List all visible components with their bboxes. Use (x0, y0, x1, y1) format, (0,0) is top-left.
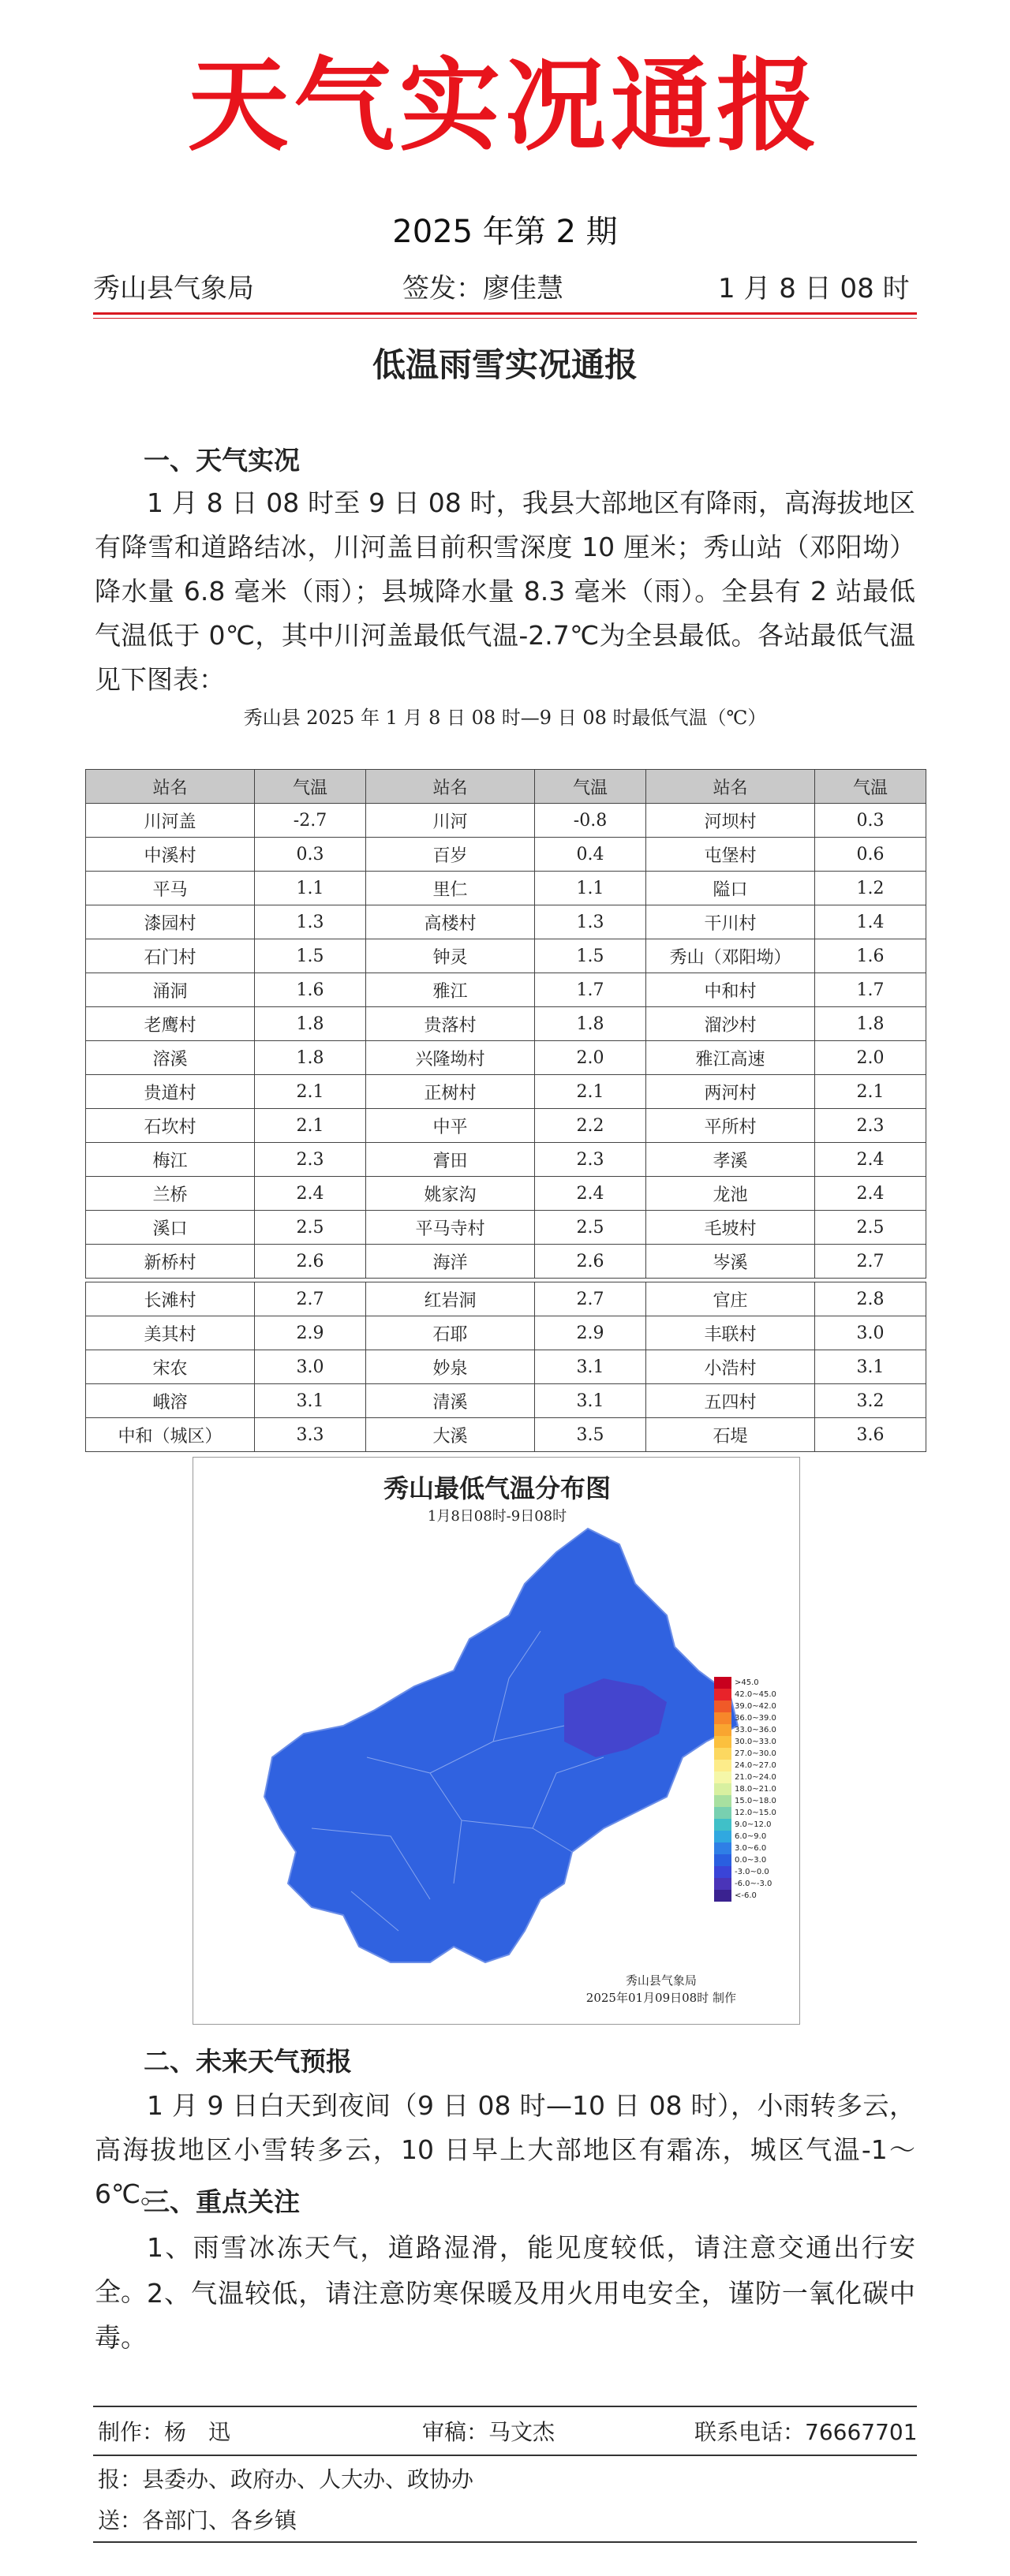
temperature-cell: 1.6 (255, 973, 366, 1007)
station-name-cell: 贵落村 (366, 1007, 535, 1041)
report-to: 报：县委办、政府办、人大办、政协办 (98, 2466, 474, 2492)
temperature-cell: 3.0 (255, 1350, 366, 1384)
legend-item (714, 1771, 776, 1783)
footer-rule-mid (93, 2455, 917, 2456)
temperature-cell: 2.7 (255, 1282, 366, 1316)
legend-label: 15.0~18.0 (735, 1797, 776, 1805)
issuing-org: 秀山县气象局 (93, 273, 254, 304)
legend-swatch (714, 1771, 731, 1783)
temperature-cell: 1.5 (255, 939, 366, 973)
temperature-cell: 0.4 (535, 838, 646, 872)
legend-swatch (714, 1866, 731, 1878)
contact-phone: 联系电话：76667701 (694, 2419, 918, 2445)
temperature-cell: 1.5 (535, 939, 646, 973)
legend-label: 0.0~3.0 (735, 1856, 767, 1865)
table-row (86, 1418, 926, 1452)
legend-item (714, 1842, 776, 1854)
legend-swatch (714, 1831, 731, 1842)
station-name-cell: 峨溶 (86, 1384, 255, 1418)
temperature-cell: 2.8 (815, 1282, 926, 1316)
temperature-cell: 1.1 (535, 872, 646, 905)
table-row (86, 1007, 926, 1041)
legend-swatch (714, 1724, 731, 1736)
legend-label: <-6.0 (735, 1891, 757, 1900)
legend-item (714, 1831, 776, 1842)
issue-date: 1 月 8 日 08 时 (718, 273, 910, 304)
header-station: 站名 (646, 770, 815, 804)
legend-label: >45.0 (735, 1678, 759, 1687)
table-row (86, 1384, 926, 1418)
masthead-rule (93, 312, 917, 315)
station-name-cell: 百岁 (366, 838, 535, 872)
county-map-graphic (193, 1458, 801, 2025)
temperature-cell: 2.2 (535, 1109, 646, 1143)
temperature-cell: 2.6 (255, 1245, 366, 1279)
table-row (86, 1143, 926, 1177)
signer: 签发：廖佳慧 (402, 273, 563, 304)
legend-swatch (714, 1890, 731, 1902)
station-name-cell: 溪口 (86, 1211, 255, 1245)
station-name-cell: 钟灵 (366, 939, 535, 973)
legend-item (714, 1736, 776, 1748)
station-name-cell: 里仁 (366, 872, 535, 905)
temperature-cell: 2.0 (815, 1041, 926, 1075)
temperature-cell: 1.8 (255, 1041, 366, 1075)
station-name-cell: 老鹰村 (86, 1007, 255, 1041)
station-name-cell: 溜沙村 (646, 1007, 815, 1041)
station-name-cell: 美其村 (86, 1316, 255, 1350)
station-name-cell: 雅江 (366, 973, 535, 1007)
station-name-cell: 妙泉 (366, 1350, 535, 1384)
station-name-cell: 长滩村 (86, 1282, 255, 1316)
station-name-cell: 中溪村 (86, 838, 255, 872)
station-name-cell: 正树村 (366, 1075, 535, 1109)
temperature-cell: 1.6 (815, 939, 926, 973)
station-name-cell: 兰桥 (86, 1177, 255, 1211)
table-row (86, 1245, 926, 1279)
legend-swatch (714, 1819, 731, 1831)
station-name-cell: 雅江高速 (646, 1041, 815, 1075)
temperature-cell: 2.4 (815, 1177, 926, 1211)
temperature-cell: 2.1 (535, 1075, 646, 1109)
temperature-cell: 1.3 (535, 905, 646, 939)
table-row (86, 1211, 926, 1245)
temperature-cell: 1.8 (815, 1007, 926, 1041)
legend-item (714, 1807, 776, 1819)
legend-item (714, 1878, 776, 1890)
station-name-cell: 兴隆坳村 (366, 1041, 535, 1075)
min-temp-table (85, 769, 926, 1279)
temperature-cell: 2.0 (535, 1041, 646, 1075)
temperature-cell: 1.7 (815, 973, 926, 1007)
station-name-cell: 平马 (86, 872, 255, 905)
author: 制作：杨 迅 (98, 2419, 231, 2445)
temperature-cell: 1.8 (535, 1007, 646, 1041)
station-name-cell: 两河村 (646, 1075, 815, 1109)
legend-item (714, 1701, 776, 1712)
station-name-cell: 宋农 (86, 1350, 255, 1384)
temperature-cell: 2.9 (255, 1316, 366, 1350)
temperature-cell: 3.0 (815, 1316, 926, 1350)
header-temp: 气温 (535, 770, 646, 804)
legend-swatch (714, 1783, 731, 1795)
table-row (86, 838, 926, 872)
table-row (86, 939, 926, 973)
section-heading-conditions: 一、天气实况 (144, 445, 300, 476)
conditions-paragraph: 1 月 8 日 08 时至 9 日 08 时，我县大部地区有降雨，高海拔地区有降雪和道路结冰，川河盖目前积雪深度 10 厘米；秀山站（邓阳坳）降水量 6.8 毫米（雨）；县城降水量 8.3 毫米（雨）。全县有 2 站最低气温低于 0℃，其中川河盖最低气温-2.7℃为全县最低。各站最低气温见下图表： (95, 487, 915, 695)
legend-item (714, 1795, 776, 1807)
temperature-cell: 1.1 (255, 872, 366, 905)
station-name-cell: 梅江 (86, 1143, 255, 1177)
masthead-title: 天气实况通报 (187, 47, 822, 165)
station-name-cell: 石坎村 (86, 1109, 255, 1143)
legend-item (714, 1890, 776, 1902)
legend-label: -3.0~0.0 (735, 1868, 769, 1876)
section-heading-focus: 三、重点关注 (144, 2186, 300, 2217)
legend-swatch (714, 1712, 731, 1724)
temperature-cell: 2.1 (255, 1109, 366, 1143)
station-name-cell: 平马寺村 (366, 1211, 535, 1245)
temperature-distribution-map (193, 1457, 800, 2025)
table-caption: 秀山县 2025 年 1 月 8 日 08 时—9 日 08 时最低气温（℃） (243, 707, 767, 729)
temperature-cell: 1.3 (255, 905, 366, 939)
temperature-cell: 2.1 (255, 1075, 366, 1109)
table-row (86, 1282, 926, 1316)
legend-label: 21.0~24.0 (735, 1773, 776, 1782)
station-name-cell: 中和（城区） (86, 1418, 255, 1452)
legend-label: 6.0~9.0 (735, 1832, 767, 1841)
temperature-cell: -0.8 (535, 804, 646, 838)
legend-swatch (714, 1878, 731, 1890)
legend-swatch (714, 1736, 731, 1748)
table-row (86, 973, 926, 1007)
header-station: 站名 (86, 770, 255, 804)
temperature-cell: 1.7 (535, 973, 646, 1007)
temperature-cell: 3.2 (815, 1384, 926, 1418)
station-name-cell: 海洋 (366, 1245, 535, 1279)
table-row (86, 905, 926, 939)
legend-item (714, 1854, 776, 1866)
header-temp: 气温 (815, 770, 926, 804)
legend-label: 27.0~30.0 (735, 1749, 776, 1758)
legend-swatch (714, 1795, 731, 1807)
legend-item (714, 1689, 776, 1701)
station-name-cell: 毛坡村 (646, 1211, 815, 1245)
station-name-cell: 平所村 (646, 1109, 815, 1143)
legend-item (714, 1677, 776, 1689)
table-header-row (86, 770, 926, 804)
table-row (86, 1109, 926, 1143)
map-credit-date: 2025年01月09日08时 制作 (585, 1991, 736, 2005)
temperature-cell: 2.7 (535, 1282, 646, 1316)
table-row (86, 1075, 926, 1109)
table-row (86, 872, 926, 905)
legend-item (714, 1748, 776, 1760)
temperature-cell: 3.5 (535, 1418, 646, 1452)
legend-item (714, 1760, 776, 1771)
legend-label: 9.0~12.0 (735, 1820, 772, 1829)
temperature-cell: 0.3 (255, 838, 366, 872)
map-subtitle: 1月8日08时-9日08时 (427, 1508, 567, 1525)
legend-item (714, 1866, 776, 1878)
temperature-cell: 0.3 (815, 804, 926, 838)
legend-label: 42.0~45.0 (735, 1690, 776, 1699)
legend-swatch (714, 1807, 731, 1819)
focus-item-1: 1、雨雪冰冻天气，道路湿滑，能见度较低，请注意交通出行安全。 (95, 2232, 915, 2307)
footer-rule-bottom (93, 2541, 917, 2543)
temperature-cell: 2.3 (255, 1143, 366, 1177)
map-credit (586, 1972, 736, 2007)
legend-label: 3.0~6.0 (735, 1844, 767, 1853)
station-name-cell: 红岩洞 (366, 1282, 535, 1316)
temperature-cell: 2.4 (535, 1177, 646, 1211)
temperature-cell: 2.7 (815, 1245, 926, 1279)
temperature-cell: 2.9 (535, 1316, 646, 1350)
legend-label: 33.0~36.0 (735, 1726, 776, 1734)
temperature-cell: 2.5 (255, 1211, 366, 1245)
temperature-cell: 2.6 (535, 1245, 646, 1279)
county-shape (264, 1529, 738, 1962)
temperature-cell: 2.5 (815, 1211, 926, 1245)
station-name-cell: 涌洞 (86, 973, 255, 1007)
temperature-cell: 1.8 (255, 1007, 366, 1041)
min-temp-table-continued (85, 1282, 926, 1452)
focus-item-2: 2、气温较低，请注意防寒保暖及用火用电安全，谨防一氧化碳中毒。 (95, 2278, 915, 2353)
legend-item (714, 1819, 776, 1831)
map-legend (714, 1677, 776, 1902)
legend-item (714, 1724, 776, 1736)
map-credit-org: 秀山县气象局 (625, 1973, 697, 1988)
legend-swatch (714, 1760, 731, 1771)
station-name-cell: 漆园村 (86, 905, 255, 939)
temperature-cell: 3.1 (535, 1350, 646, 1384)
legend-label: 36.0~39.0 (735, 1714, 776, 1723)
legend-label: 39.0~42.0 (735, 1702, 776, 1711)
legend-label: 18.0~21.0 (735, 1785, 776, 1794)
temperature-cell: 1.2 (815, 872, 926, 905)
legend-label: 24.0~27.0 (735, 1761, 776, 1770)
temperature-cell: 2.4 (255, 1177, 366, 1211)
temperature-cell: 3.1 (815, 1350, 926, 1384)
legend-swatch (714, 1689, 731, 1701)
station-name-cell: 新桥村 (86, 1245, 255, 1279)
legend-swatch (714, 1854, 731, 1866)
station-name-cell: 干川村 (646, 905, 815, 939)
station-name-cell: 川河盖 (86, 804, 255, 838)
temperature-cell: 3.1 (255, 1384, 366, 1418)
legend-label: 30.0~33.0 (735, 1738, 776, 1746)
station-name-cell: 川河 (366, 804, 535, 838)
station-name-cell: 小浩村 (646, 1350, 815, 1384)
table-row (86, 804, 926, 838)
legend-swatch (714, 1748, 731, 1760)
station-name-cell: 屯堡村 (646, 838, 815, 872)
station-name-cell: 大溪 (366, 1418, 535, 1452)
station-name-cell: 石耶 (366, 1316, 535, 1350)
station-name-cell: 孝溪 (646, 1143, 815, 1177)
send-to: 送：各部门、各乡镇 (98, 2507, 297, 2533)
temperature-cell: 3.3 (255, 1418, 366, 1452)
station-name-cell: 石门村 (86, 939, 255, 973)
masthead-rule-thin (93, 318, 917, 319)
legend-label: -6.0~-3.0 (735, 1880, 772, 1888)
temperature-cell: 2.5 (535, 1211, 646, 1245)
section-heading-forecast: 二、未来天气预报 (144, 2046, 352, 2077)
legend-swatch (714, 1677, 731, 1689)
station-name-cell: 姚家沟 (366, 1177, 535, 1211)
temperature-cell: 2.4 (815, 1143, 926, 1177)
temperature-cell: 2.3 (815, 1109, 926, 1143)
temperature-cell: 1.4 (815, 905, 926, 939)
map-title: 秀山最低气温分布图 (383, 1473, 611, 1503)
legend-swatch (714, 1701, 731, 1712)
temperature-cell: 3.6 (815, 1418, 926, 1452)
station-name-cell: 河坝村 (646, 804, 815, 838)
station-name-cell: 清溪 (366, 1384, 535, 1418)
temperature-cell: 0.6 (815, 838, 926, 872)
table-row (86, 1041, 926, 1075)
station-name-cell: 中平 (366, 1109, 535, 1143)
temperature-cell: 2.3 (535, 1143, 646, 1177)
station-name-cell: 隘口 (646, 872, 815, 905)
station-name-cell: 岑溪 (646, 1245, 815, 1279)
legend-swatch (714, 1842, 731, 1854)
issue-number: 2025 年第 2 期 (392, 214, 618, 250)
header-temp: 气温 (255, 770, 366, 804)
station-name-cell: 官庄 (646, 1282, 815, 1316)
station-name-cell: 石堤 (646, 1418, 815, 1452)
reviewer: 审稿：马文杰 (422, 2419, 556, 2445)
station-name-cell: 丰联村 (646, 1316, 815, 1350)
temperature-cell: 2.1 (815, 1075, 926, 1109)
station-name-cell: 五四村 (646, 1384, 815, 1418)
header-station: 站名 (366, 770, 535, 804)
temperature-cell: 3.1 (535, 1384, 646, 1418)
legend-label: 12.0~15.0 (735, 1809, 776, 1817)
legend-item (714, 1783, 776, 1795)
station-name-cell: 溶溪 (86, 1041, 255, 1075)
station-name-cell: 膏田 (366, 1143, 535, 1177)
station-name-cell: 秀山（邓阳坳） (646, 939, 815, 973)
temperature-cell: -2.7 (255, 804, 366, 838)
table-row (86, 1316, 926, 1350)
table-row (86, 1177, 926, 1211)
table-row (86, 1350, 926, 1384)
footer-rule-top (93, 2406, 917, 2407)
forecast-paragraph: 1 月 9 日白天到夜间（9 日 08 时—10 日 08 时），小雨转多云，高海拔地区小雪转多云，10 日早上大部地区有霜冻，城区气温-1～6℃。 (95, 2090, 915, 2209)
station-name-cell: 中和村 (646, 973, 815, 1007)
station-name-cell: 贵道村 (86, 1075, 255, 1109)
station-name-cell: 高楼村 (366, 905, 535, 939)
document-title: 低温雨雪实况通报 (372, 345, 638, 384)
legend-item (714, 1712, 776, 1724)
station-name-cell: 龙池 (646, 1177, 815, 1211)
